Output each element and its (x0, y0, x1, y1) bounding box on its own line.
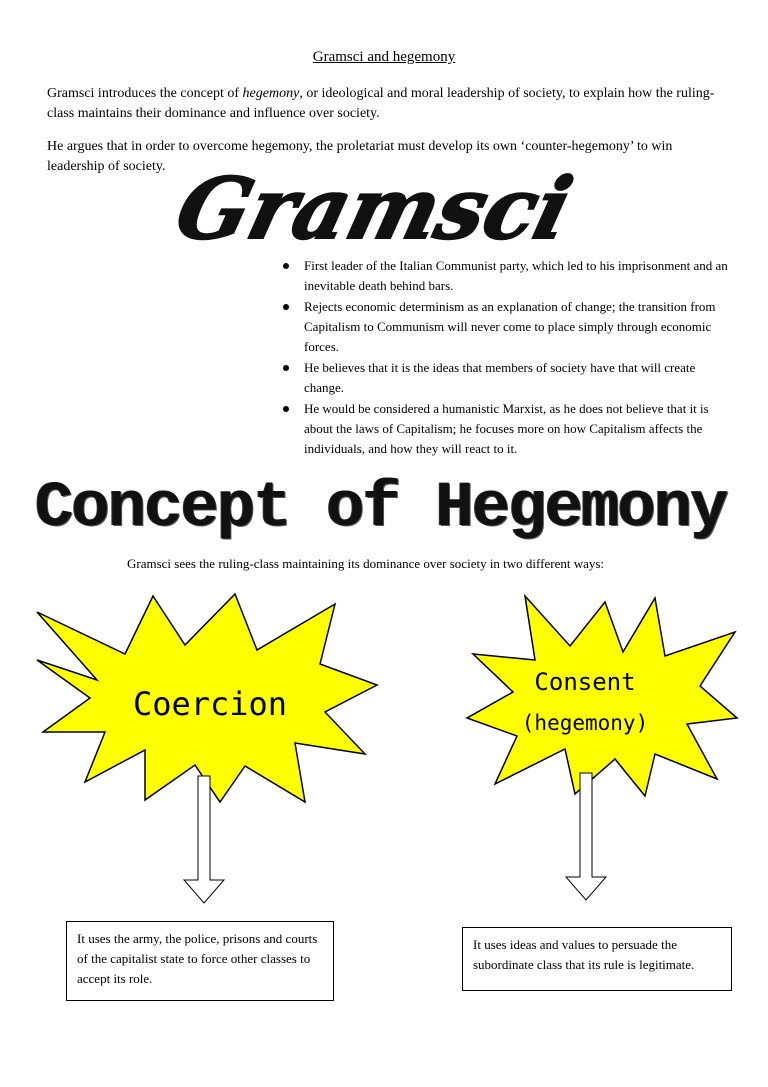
coercion-label: Coercion (132, 685, 288, 723)
paragraph-text-before: Gramsci introduces the concept of (47, 86, 243, 101)
bullet-dot-icon (283, 304, 289, 310)
paragraph-text-after: , or ideological and moral leadership of society, to explain how the ruling-class maintains their dominance and influence over society. (47, 86, 715, 121)
bullet-text: He believes that it is the ideas that members of society have that will create change. (304, 360, 696, 395)
page-title: Gramsci and hegemony (312, 49, 456, 65)
gramsci-facts-list (283, 256, 733, 460)
list-item (283, 399, 733, 459)
hegemony-emphasis: hegemony (242, 86, 300, 101)
list-item (283, 297, 733, 357)
intro-paragraph (47, 84, 727, 124)
bullet-text: He would be considered a humanistic Marxist, as he does not believe that it is about the laws of Capitalism; he focuses more on how Capitalism affects the individuals, and how they will react to it. (304, 401, 709, 456)
gramsci-logo-text: Gramsci (166, 160, 582, 259)
bullet-dot-icon (283, 365, 289, 371)
two-ways-intro: Gramsci sees the ruling-class maintaining its dominance over society in two different ways: (127, 556, 605, 571)
list-item (283, 256, 733, 296)
bullet-dot-icon (283, 263, 289, 269)
consent-label: Consent (534, 668, 636, 696)
gramsci-logo (166, 150, 582, 260)
coercion-description-box: It uses the army, the police, prisons and courts of the capitalist state to force other classes to accept its role. (66, 921, 334, 1001)
list-item (283, 358, 733, 398)
consent-down-arrow (562, 772, 612, 902)
consent-description-box: It uses ideas and values to persuade the subordinate class that its rule is legitimate. (462, 927, 732, 991)
consent-sublabel: (hegemony) (521, 711, 649, 735)
bullet-dot-icon (283, 406, 289, 412)
section-heading: Concept of Hegemony (35, 473, 727, 545)
coercion-down-arrow (180, 775, 230, 905)
bullet-text: Rejects economic determinism as an explanation of change; the transition from Capitalism to Communism will never come to place simply through economic forces. (304, 299, 716, 354)
bullet-text: First leader of the Italian Communist party, which led to his imprisonment and an inevitable death behind bars. (304, 258, 728, 293)
counter-hegemony-paragraph: He argues that in order to overcome hegemony, the proletariat must develop its own ‘counter-hegemony’ to win leadership of society. (47, 139, 673, 174)
